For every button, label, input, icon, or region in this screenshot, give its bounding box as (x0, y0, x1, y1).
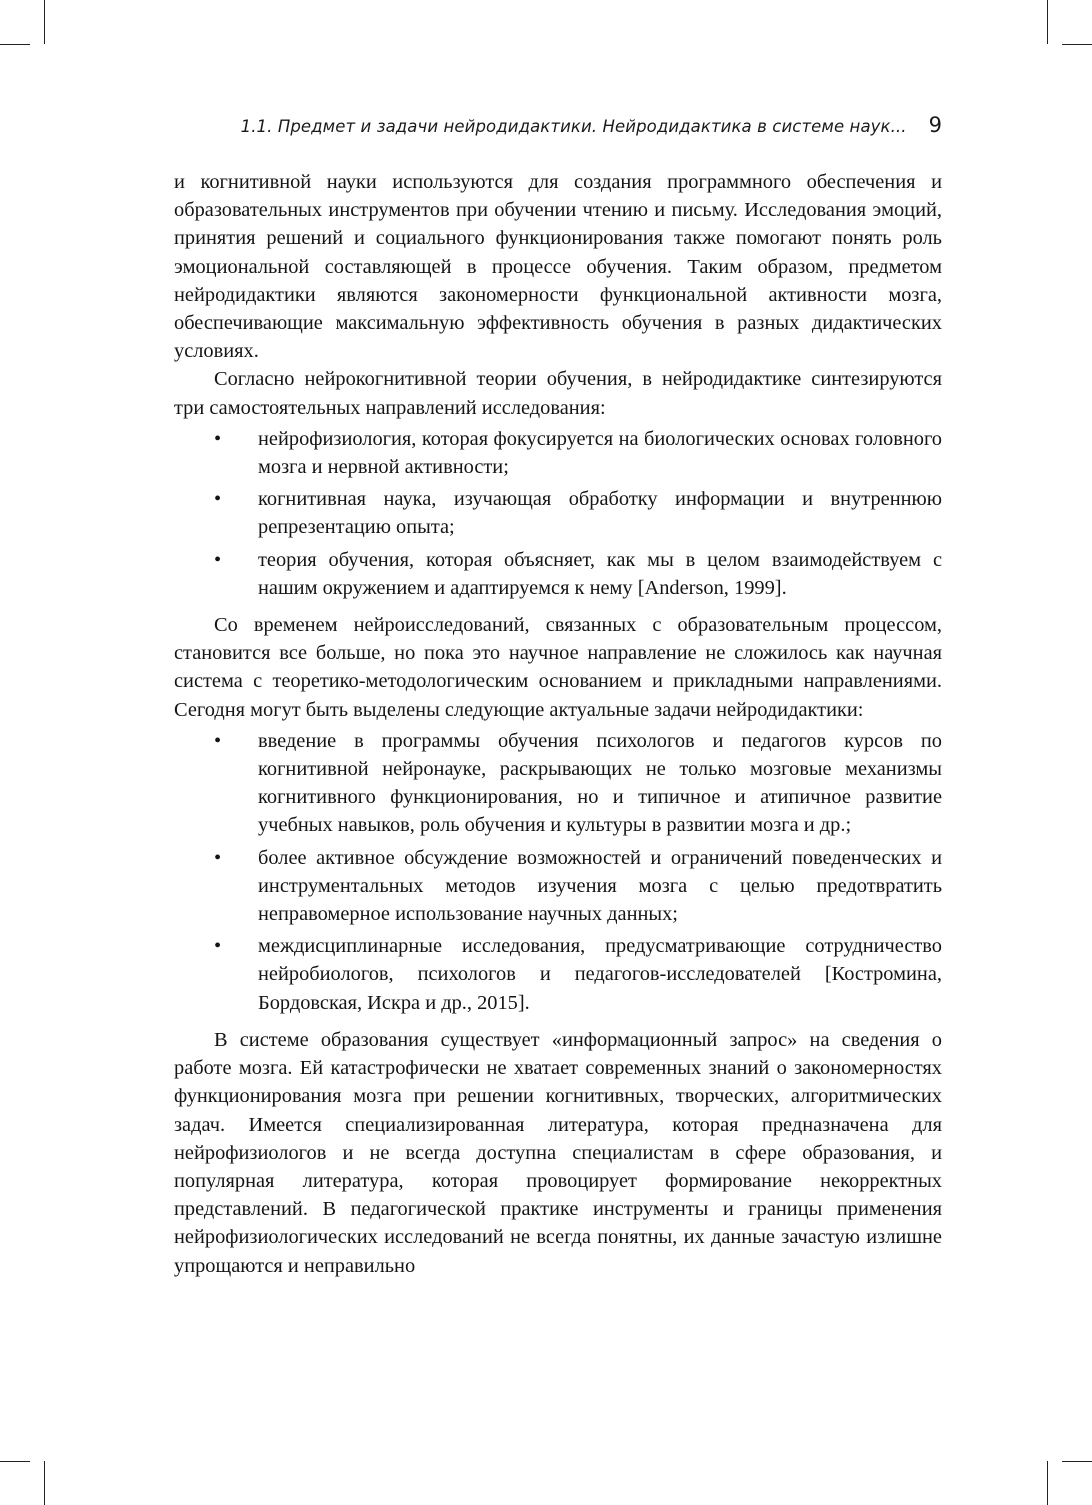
crop-mark-top-left (44, 0, 45, 44)
bullet-icon: • (214, 846, 222, 869)
list-item-text: теория обучения, которая объясняет, как мы в целом взаимодействуем с нашим окружением и адаптируемся к нему [Anderson, 1999]. (258, 548, 942, 599)
crop-mark-top-right-h (1062, 44, 1092, 45)
bullet-icon: • (214, 427, 222, 450)
body-text (174, 168, 942, 1280)
paragraph-4: В системе образования существует «информационный запрос» на сведения о работе мозга. Ей катастрофически не хватает современных знаний о закономерностях функционирования мозга при решении когнитивных, творческих, алгоритмических задач. Имеется специализированная литература, которая предназначена для нейрофизиологов и не всегда доступна специалистам в сфере образования, и популярная литература, которая провоцирует формирование некорректных представлений. В педагогической практике инструменты и границы применения нейрофизиологических исследований не всегда понятны, их данные зачастую излишне упрощаются и неправильно (174, 1028, 942, 1277)
running-header (174, 113, 942, 137)
crop-mark-bottom-left-h (0, 1461, 30, 1462)
paragraph-3: Со временем нейроисследований, связанных с образовательным процессом, становится все больше, но пока это научное направление не сложилось как научная система с теоретико-методологическим основанием и прикладными направлениями. Сегодня могут быть выделены следующие актуальные задачи нейродидактики: (174, 614, 942, 721)
crop-mark-top-left-h (0, 44, 30, 45)
paragraph-1: и когнитивной науки используются для создания программного обеспечения и образовательных инструментов при обучении чтению и письму. Исследования эмоций, принятия решений и социального функционирования также помогают понять роль эмоциональной составляющей в процессе обучения. Таким образом, предметом нейродидактики являются закономерности функциональной активности мозга, обеспечивающие максимальную эффективность обучения в разных дидактических условиях. (174, 171, 942, 363)
list-item (174, 932, 942, 1017)
list-item (174, 727, 942, 840)
list-item (174, 485, 942, 541)
crop-mark-bottom-right-h (1062, 1461, 1092, 1462)
crop-mark-top-right (1047, 0, 1048, 44)
bullet-list-tasks (174, 727, 942, 1017)
list-item (174, 425, 942, 481)
list-item-text: введение в программы обучения психологов и педагогов курсов по когнитивной нейронауке, раскрывающих не только мозговые механизмы когнитивного функционирования, но и типичное и атипичное развитие учебных навыков, роль обучения и культуры в развитии мозга и др.; (258, 729, 942, 837)
list-item-text: нейрофизиология, которая фокусируется на биологических основах головного мозга и нервной активности; (258, 427, 942, 479)
paragraph-2: Согласно нейрокогнитивной теории обучения, в нейродидактике синтезируются три самостоятельных направлений исследования: (174, 368, 942, 419)
page-number: 9 (928, 113, 942, 137)
list-item (174, 546, 942, 602)
crop-mark-bottom-right (1047, 1461, 1048, 1505)
running-title: 1.1. Предмет и задачи нейродидактики. Нейродидактика в системе наук... (240, 117, 907, 136)
bullet-icon: • (214, 935, 222, 958)
list-item (174, 844, 942, 929)
bullet-icon: • (214, 548, 222, 571)
list-item-text: более активное обсуждение возможностей и ограничений поведенческих и инструментальных методов изучения мозга с целью предотвратить неправомерное использование научных данных; (258, 846, 942, 926)
bullet-icon: • (214, 729, 222, 752)
bullet-icon: • (214, 488, 222, 511)
list-item-text: когнитивная наука, изучающая обработку информации и внутреннюю репрезентацию опыта; (258, 488, 942, 539)
list-item-text: междисциплинарные исследования, предусматривающие сотрудничество нейробиологов, психологов и педагогов-исследователей [Костромина, Бордовская, Искра и др., 2015]. (258, 935, 942, 1014)
crop-mark-bottom-left (44, 1461, 45, 1505)
bullet-list-directions (174, 425, 942, 602)
